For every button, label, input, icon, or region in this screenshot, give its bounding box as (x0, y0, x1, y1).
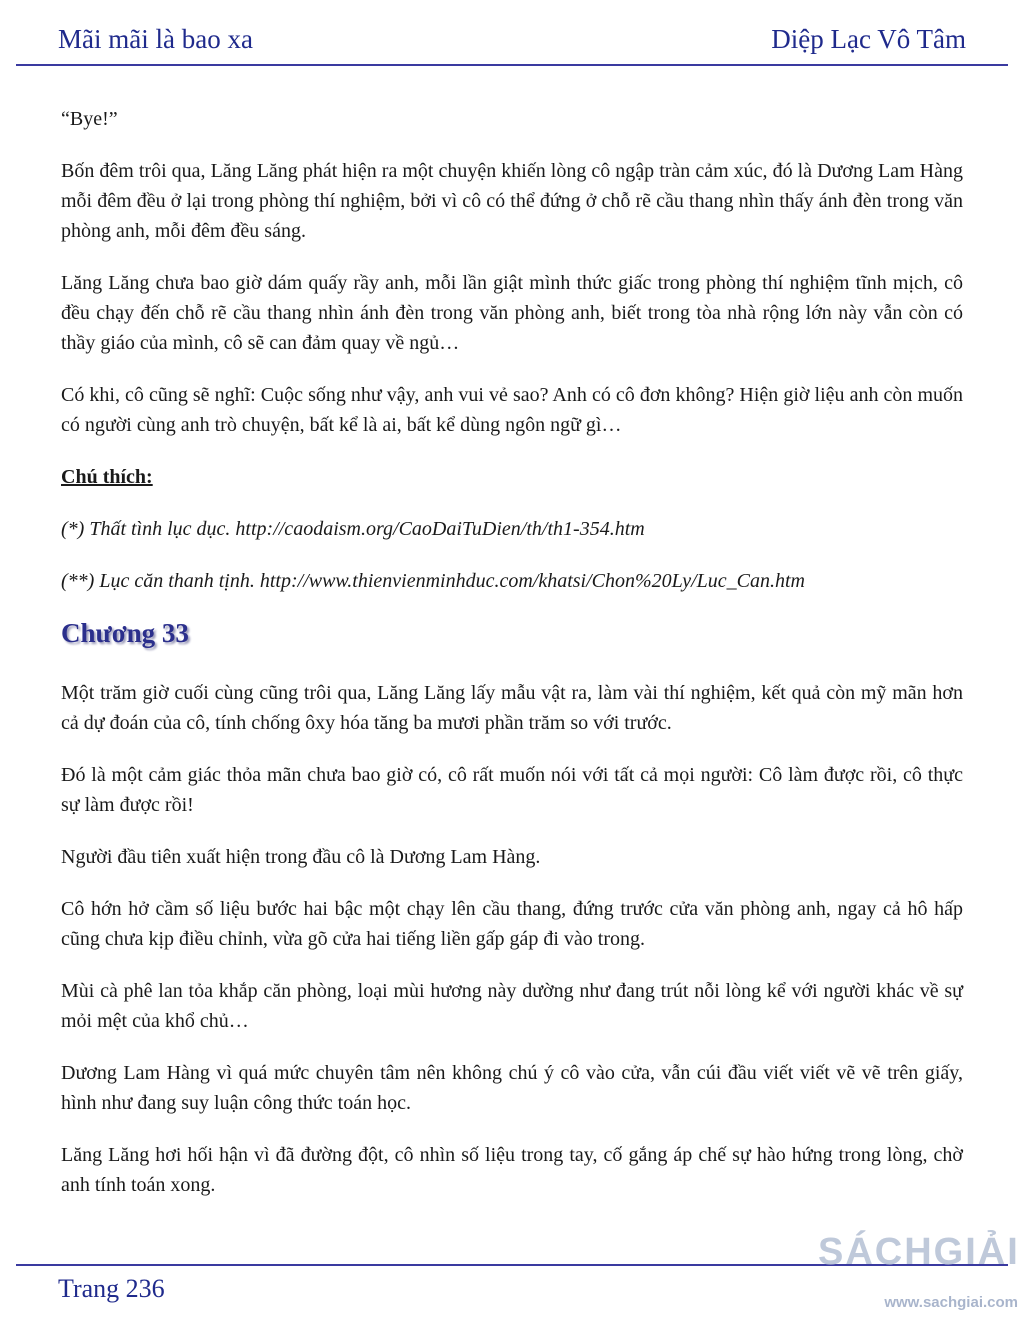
watermark-logo: SÁCHGIẢI (818, 1231, 1020, 1273)
watermark-url: www.sachgiai.com (884, 1294, 1018, 1311)
author-name: Diệp Lạc Vô Tâm (771, 24, 966, 54)
note-item: (*) Thất tình lục dục. http://caodaism.org/CaoDaiTuDien/th/th1-354.htm (61, 518, 645, 540)
paragraph: Đó là một cảm giác thỏa mãn chưa bao giờ có, cô rất muốn nói với tất cả mọi người: Cô làm được rồi, cô thực sự làm được rồi! (61, 764, 963, 816)
page-content (61, 104, 963, 1222)
paragraph: Có khi, cô cũng sẽ nghĩ: Cuộc sống như vậy, anh vui vẻ sao? Anh có cô đơn không? Hiện giờ liệu anh còn muốn có người cùng anh trò chuyện, bất kể là ai, bất kể dùng ngôn ngữ gì… (61, 384, 963, 436)
paragraph: Lăng Lăng chưa bao giờ dám quấy rầy anh, mỗi lần giật mình thức giấc trong phòng thí nghiệm tĩnh mịch, cô đều chạy đến chỗ rẽ cầu thang nhìn ánh đèn trong văn phòng anh, biết trong tòa nhà rộng lớn này vẫn còn có thầy giáo của mình, cô sẽ can đảm quay về ngủ… (61, 272, 963, 354)
paragraph: Bốn đêm trôi qua, Lăng Lăng phát hiện ra một chuyện khiến lòng cô ngập tràn cảm xúc, đó là Dương Lam Hàng mỗi đêm đều ở lại trong phòng thí nghiệm, bởi vì cô có thể đứng ở chỗ rẽ cầu thang nhìn thấy ánh đèn trong văn phòng anh, mỗi đêm đều sáng. (61, 160, 963, 242)
watermark (818, 1232, 1018, 1311)
notes-title: Chú thích: (61, 466, 153, 488)
page-number: Trang 236 (58, 1274, 165, 1303)
chapter-heading: Chương 33 (61, 618, 189, 648)
paragraph: Cô hớn hở cầm số liệu bước hai bậc một chạy lên cầu thang, đứng trước cửa văn phòng anh, ngay cả hô hấp cũng chưa kịp điều chỉnh, vừa gõ cửa hai tiếng liền gấp gáp đi vào trong. (61, 898, 963, 950)
paragraph: Lăng Lăng hơi hối hận vì đã đường đột, cô nhìn số liệu trong tay, cố gắng áp chế sự hào hứng trong lòng, chờ anh tính toán xong. (61, 1144, 963, 1196)
paragraph: Người đầu tiên xuất hiện trong đầu cô là Dương Lam Hàng. (61, 846, 541, 868)
paragraph: Một trăm giờ cuối cùng cũng trôi qua, Lăng Lăng lấy mẫu vật ra, làm vài thí nghiệm, kết quả còn mỹ mãn hơn cả dự đoán của cô, tính chống ôxy hóa tăng ba mươi phần trăm so với trước. (61, 682, 963, 734)
paragraph: Mùi cà phê lan tỏa khắp căn phòng, loại mùi hương này dường như đang trút nỗi lòng kể với người khác về sự mỏi mệt của khổ chủ… (61, 980, 963, 1032)
paragraph: “Bye!” (61, 108, 118, 130)
book-title: Mãi mãi là bao xa (58, 24, 253, 54)
note-item: (**) Lục căn thanh tịnh. http://www.thienvienminhduc.com/khatsi/Chon%20Ly/Luc_Can.htm (61, 570, 805, 592)
page-header (58, 24, 966, 60)
paragraph: Dương Lam Hàng vì quá mức chuyên tâm nên không chú ý cô vào cửa, vẫn cúi đầu viết viết vẽ vẽ trên giấy, hình như đang suy luận công thức toán học. (61, 1062, 963, 1114)
header-divider (16, 64, 1008, 66)
